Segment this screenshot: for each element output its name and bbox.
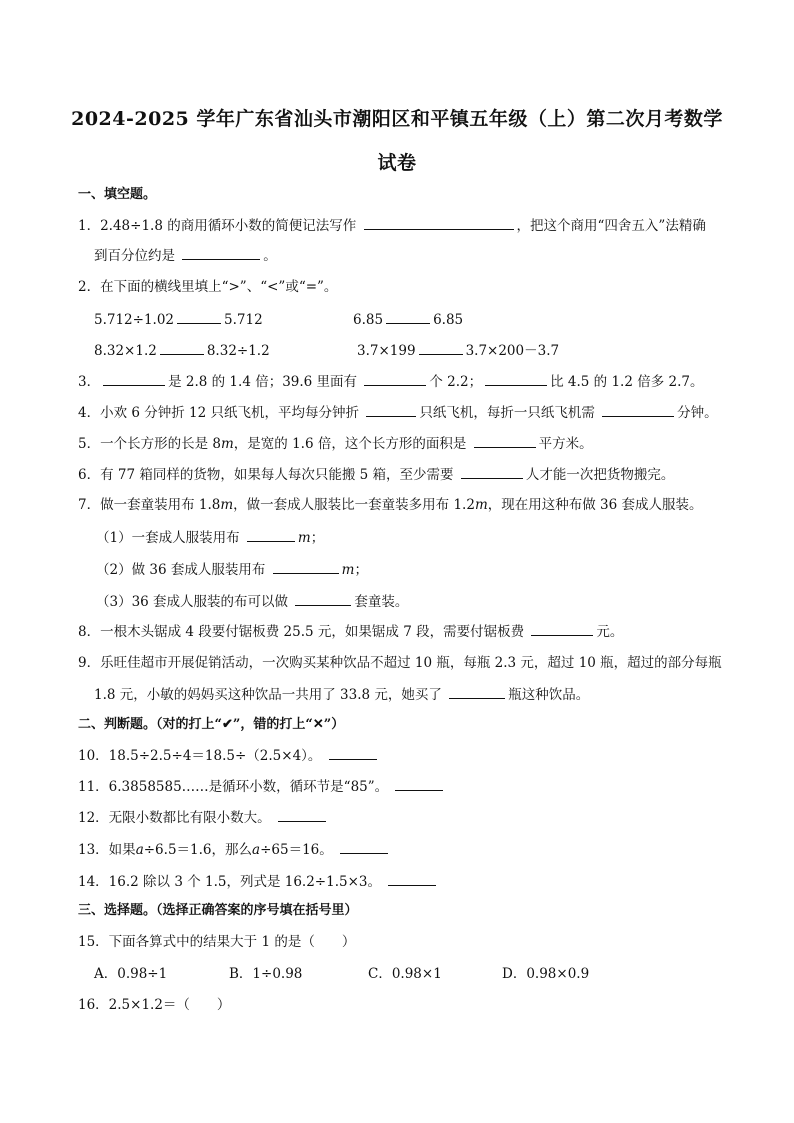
question-3-text-d: 比 4.5 的 1.2 倍多 2.7。 (550, 374, 704, 390)
question-7-text-a: 7．做一套童装用布 1.8 (78, 497, 221, 513)
question-15-text: 15．下面各算式中的结果大于 1 的是（ ） (78, 934, 356, 950)
answer-blank[interactable] (329, 746, 377, 760)
question-11-text: 11．6.3858585……是循环小数，循环节是“85”。 (78, 779, 389, 795)
answer-blank[interactable] (278, 808, 326, 822)
question-4-text-b: 只纸飞机，每折一只纸飞机需 (419, 405, 595, 421)
question-1-line2 (94, 246, 277, 265)
answer-blank[interactable] (160, 341, 204, 355)
question-15-option-d[interactable]: D．0.98×0.9 (502, 966, 590, 982)
punctuation: ； (310, 530, 325, 546)
question-7-part-3-text: （3）36 套成人服装的布可以做 (96, 594, 289, 610)
answer-blank[interactable] (474, 434, 536, 448)
answer-blank[interactable] (419, 341, 463, 355)
question-1-text-b: ，把这个商用“四舍五入”法精确 (516, 218, 706, 234)
question-7-part-2 (96, 560, 368, 579)
question-9-line1: 9．乐旺佳超市开展促销活动，一次购买某种饮品不超过 10 瓶，每瓶 2.3 元，超过 10 瓶，超过的部分每瓶 (78, 655, 722, 671)
answer-blank[interactable] (340, 840, 388, 854)
question-11 (78, 777, 446, 796)
answer-blank[interactable] (485, 372, 547, 386)
exam-title-line1: 2024-2025 学年广东省汕头市潮阳区和平镇五年级（上）第二次月考数学 (71, 108, 723, 130)
question-2-row2-right (357, 341, 559, 360)
question-7-text-b: ，做一套成人服装比一套童装多用布 1.2 (233, 497, 475, 513)
question-8-text-b: 元。 (596, 624, 624, 640)
question-2-row1-left (94, 310, 263, 329)
question-10-text: 10．18.5÷2.5÷4＝18.5÷（2.5×4）。 (78, 748, 322, 764)
question-4 (78, 403, 718, 422)
question-6-text-a: 6．有 77 箱同样的货物，如果每人每次只能搬 5 箱，至少需要 (78, 467, 454, 483)
section-true-false-heading: 二、判断题。（对的打上“✔”，错的打上“✕”） (78, 717, 345, 732)
answer-blank[interactable] (531, 622, 593, 636)
question-7-part-1 (96, 528, 324, 547)
answer-blank[interactable] (295, 592, 351, 606)
question-1-text-d: 。 (263, 248, 277, 264)
question-1-line1 (78, 216, 706, 235)
question-5 (78, 434, 593, 453)
answer-blank[interactable] (182, 246, 260, 260)
question-3-text-c: 个 2.2； (429, 374, 483, 390)
question-8-text-a: 8．一根木头锯成 4 段要付锯板费 25.5 元，如果锯成 7 段，需要付锯板费 (78, 624, 525, 640)
answer-blank[interactable] (366, 403, 416, 417)
question-12 (78, 808, 329, 827)
question-16-text: 16．2.5×1.2＝（ ） (78, 997, 231, 1013)
question-1-text-c: 到百分位约是 (94, 248, 175, 264)
question-7-text-c: ，现在用这种布做 36 套成人服装。 (487, 497, 703, 513)
question-5-text-a: 5．一个长方形的长是 8 (78, 436, 221, 452)
answer-blank[interactable] (388, 872, 436, 886)
unit-m: m (220, 436, 234, 452)
question-5-text-c: 平方米。 (538, 436, 593, 452)
answer-blank[interactable] (247, 528, 295, 542)
unit-m: m (297, 530, 311, 546)
exam-title-line2: 试卷 (377, 152, 417, 174)
answer-blank[interactable] (273, 560, 339, 574)
answer-blank[interactable] (395, 777, 443, 791)
answer-blank[interactable] (177, 310, 221, 324)
question-3 (78, 372, 704, 391)
unit-m: m (474, 497, 488, 513)
answer-blank[interactable] (449, 685, 505, 699)
question-5-text-b: ，是宽的 1.6 倍，这个长方形的面积是 (233, 436, 467, 452)
question-15-option-a[interactable]: A．0.98÷1 (94, 966, 168, 982)
unit-m: m (220, 497, 234, 513)
unit-m: m (341, 562, 355, 578)
question-13-text-b: ÷6.5＝1.6，那么 (143, 842, 253, 858)
question-12-text: 12．无限小数都比有限小数大。 (78, 810, 271, 826)
question-9-line2 (94, 685, 589, 704)
question-8 (78, 622, 623, 641)
question-4-text-a: 4．小欢 6 分钟折 12 只纸飞机，平均每分钟折 (78, 405, 360, 421)
answer-blank[interactable] (602, 403, 674, 417)
question-13-text-c: ÷65＝16。 (260, 842, 333, 858)
question-13 (78, 840, 391, 859)
expression: 8.32÷1.2 (206, 343, 270, 359)
expression: 8.32×1.2 (94, 343, 157, 359)
question-2-text: 2．在下面的横线里填上“>”、“<”或“=”。 (78, 279, 338, 295)
answer-blank[interactable] (364, 216, 514, 230)
answer-blank[interactable] (103, 372, 165, 386)
expression: 5.712÷1.02 (94, 312, 175, 328)
expression: 6.85 (353, 312, 384, 328)
question-6-text-b: 人才能一次把货物搬完。 (525, 467, 675, 483)
variable-a: a (252, 842, 261, 858)
question-14-text: 14．16.2 除以 3 个 1.5，列式是 16.2÷1.5×3。 (78, 874, 381, 890)
expression: 3.7×199 (357, 343, 416, 359)
expression: 5.712 (224, 312, 263, 328)
question-1-text-a: 1．2.48÷1.8 的商用循环小数的简便记法写作 (78, 218, 357, 234)
punctuation: ； (354, 562, 368, 578)
question-6 (78, 465, 674, 484)
question-14 (78, 872, 439, 891)
question-15-option-c[interactable]: C．0.98×1 (368, 966, 442, 982)
question-7-part-2-text: （2）做 36 套成人服装用布 (96, 562, 266, 578)
answer-blank[interactable] (461, 465, 523, 479)
expression: 3.7×200－3.7 (465, 343, 560, 359)
question-3-text-b: 是 2.8 的 1.4 倍；39.6 里面有 (168, 374, 358, 390)
question-4-text-c: 分钟。 (677, 405, 718, 421)
question-7-part-3-end: 套童装。 (354, 594, 409, 610)
expression: 6.85 (433, 312, 464, 328)
question-2-row2-left (94, 341, 270, 360)
question-9-text-b: 1.8 元，小敏的妈妈买这种饮品一共用了 33.8 元，她买了 (94, 687, 442, 703)
section-multiple-choice-heading: 三、选择题。（选择正确答案的序号填在括号里） (78, 903, 358, 918)
question-15-option-b[interactable]: B．1÷0.98 (229, 966, 303, 982)
question-7-part-1-text: （1）一套成人服装用布 (96, 530, 240, 546)
answer-blank[interactable] (364, 372, 426, 386)
section-fill-blank-heading: 一、填空题。 (78, 187, 157, 202)
question-3-number: 3． (78, 374, 101, 390)
question-13-text-a: 13．如果 (78, 842, 136, 858)
variable-a: a (135, 842, 144, 858)
question-10 (78, 746, 380, 765)
question-9-text-c: 瓶这种饮品。 (508, 687, 590, 703)
question-7 (78, 496, 703, 514)
question-2-row1-right (353, 310, 463, 329)
answer-blank[interactable] (386, 310, 430, 324)
question-7-part-3 (96, 592, 408, 611)
